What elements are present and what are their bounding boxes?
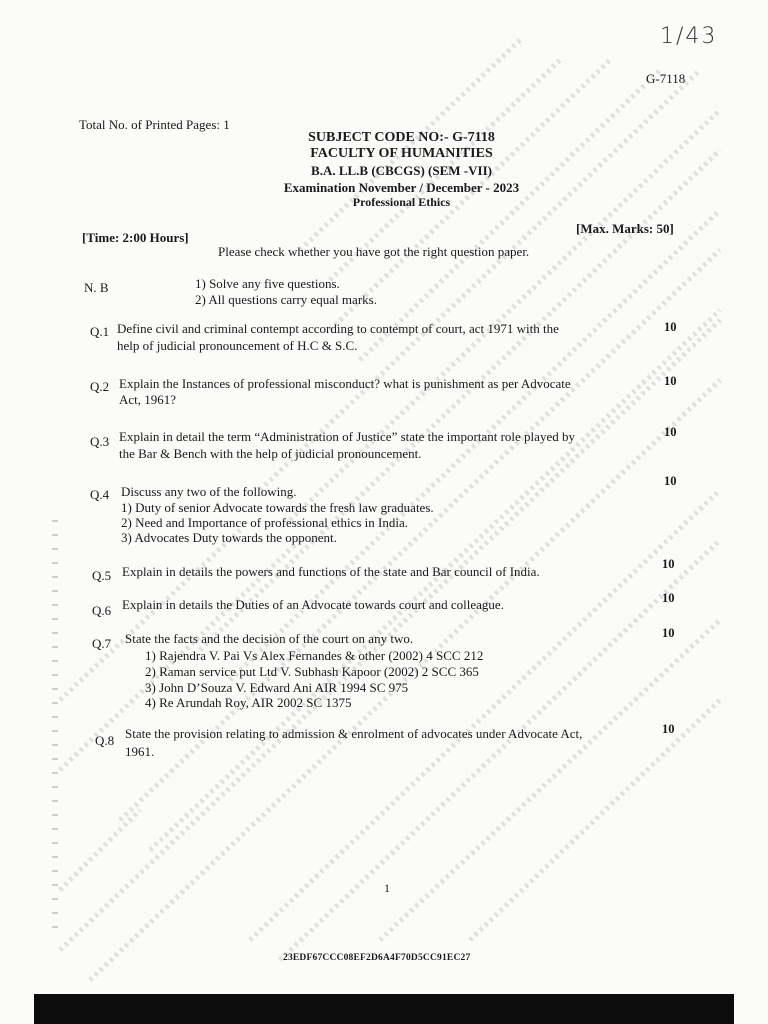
question-text: Explain in details the Duties of an Advocate towards court and colleague. (122, 597, 504, 612)
page-number: 1 (384, 881, 390, 895)
question-marks: 10 (662, 722, 675, 736)
question-subitem: 3) Advocates Duty towards the opponent. (121, 530, 337, 545)
question-marks: 10 (664, 320, 677, 334)
subject-code: SUBJECT CODE NO:- G-7118 (308, 130, 495, 145)
question-number: Q.2 (90, 379, 110, 394)
max-marks: [Max. Marks: 50] (576, 221, 674, 236)
paper-code: G-7118 (646, 71, 686, 86)
question-number: Q.6 (92, 603, 112, 618)
question-marks: 10 (662, 557, 675, 571)
question-number: Q.1 (90, 324, 110, 339)
question-number: Q.3 (90, 434, 110, 449)
question-subitem: 1) Rajendra V. Pai Vs Alex Fernandes & other (2002) 4 SCC 212 (145, 648, 484, 663)
course-name: B.A. LL.B (CBCGS) (SEM -VII) (311, 163, 492, 178)
question-number: Q.7 (92, 636, 112, 651)
question-subitem: 3) John D’Souza V. Edward Ani AIR 1994 SC 975 (145, 680, 409, 695)
question-text: 1961. (125, 744, 155, 759)
question-marks: 10 (662, 591, 675, 605)
question-text: Define civil and criminal contempt according to contempt of court, act 1971 with the (117, 321, 559, 336)
question-marks: 10 (664, 374, 677, 388)
faculty-name: FACULTY OF HUMANITIES (310, 146, 493, 161)
question-text: Explain in detail the term “Administration of Justice” state the important role played by (119, 429, 575, 444)
question-text: State the facts and the decision of the court on any two. (125, 631, 414, 646)
question-text: Act, 1961? (119, 392, 177, 407)
printed-pages: Total No. of Printed Pages: 1 (79, 117, 230, 132)
check-note: Please check whether you have got the right question paper. (218, 244, 530, 259)
question-marks: 10 (662, 626, 675, 640)
handwritten-page-note: 1/43 (660, 24, 718, 49)
edge-dots (52, 520, 58, 940)
question-subitem: 4) Re Arundah Roy, AIR 2002 SC 1375 (145, 695, 352, 710)
question-text: help of judicial pronouncement of H.C & S.C. (117, 338, 358, 353)
time-allowed: [Time: 2:00 Hours] (82, 230, 189, 245)
nb-item: 1) Solve any five questions. (195, 276, 340, 291)
question-number: Q.4 (90, 487, 110, 502)
question-text: State the provision relating to admission & enrolment of advocates under Advocate Act, (125, 726, 583, 741)
question-marks: 10 (664, 425, 677, 439)
nb-label: N. B (84, 280, 109, 295)
nb-item: 2) All questions carry equal marks. (195, 292, 377, 307)
question-text: Explain the Instances of professional misconduct? what is punishment as per Advocate (119, 376, 571, 391)
question-text: the Bar & Bench with the help of judicial pronouncement. (119, 446, 422, 461)
scan-bottom-bar (34, 994, 734, 1024)
question-text: Explain in details the powers and functions of the state and Bar council of India. (122, 564, 540, 579)
question-subitem: 2) Raman service put Ltd V. Subhash Kapoor (2002) 2 SCC 365 (145, 664, 479, 679)
question-subitem: 2) Need and Importance of professional ethics in India. (121, 515, 408, 530)
question-text: Discuss any two of the following. (121, 484, 297, 499)
question-marks: 10 (664, 474, 677, 488)
subject-name: Professional Ethics (352, 195, 451, 209)
question-subitem: 1) Duty of senior Advocate towards the fresh law graduates. (121, 500, 434, 515)
question-number: Q.5 (92, 568, 112, 583)
exam-session: Examination November / December - 2023 (283, 180, 520, 195)
footer-code: 23EDF67CCC08EF2D6A4F70D5CC91EC27 (283, 953, 471, 963)
question-number: Q.8 (95, 733, 115, 748)
